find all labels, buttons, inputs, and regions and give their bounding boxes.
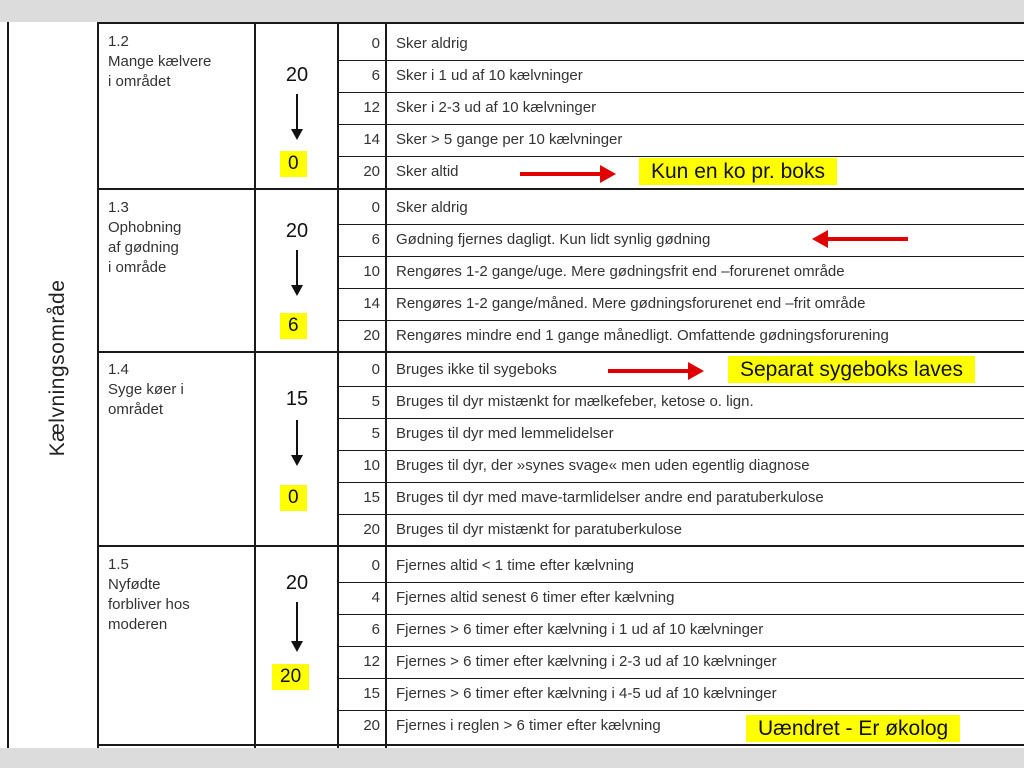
row-description: Gødning fjernes dagligt. Kun lidt synlig gødning [396, 231, 711, 248]
row-description: Sker aldrig [396, 199, 468, 216]
category-label [108, 32, 253, 92]
row-description: Sker i 2-3 ud af 10 kælvninger [396, 99, 597, 116]
row-description: Sker i 1 ud af 10 kælvninger [396, 67, 583, 84]
score-after: 20 [272, 664, 309, 690]
row-points: 15 [363, 685, 380, 702]
row-description: Rengøres mindre end 1 gange månedligt. Omfattende gødningsforurening [396, 327, 889, 344]
row-description: Bruges ikke til sygeboks [396, 361, 557, 378]
row-points: 10 [363, 457, 380, 474]
row-points: 20 [363, 717, 380, 734]
score-after: 6 [280, 313, 307, 339]
row-points: 0 [371, 557, 380, 574]
category-number: 1.3 [108, 199, 129, 216]
category-label-line: Ophobning [108, 219, 182, 236]
row-points: 14 [363, 295, 380, 312]
red-arrow-left-icon [826, 237, 908, 241]
score-after: 0 [280, 485, 307, 511]
block-divider [97, 188, 1024, 190]
row-description: Bruges til dyr med mave-tarmlidelser andre end paratuberkulose [396, 489, 824, 506]
score-before: 20 [285, 220, 309, 242]
table-top-border [97, 22, 1024, 24]
down-arrow-icon [296, 420, 298, 464]
row-description: Rengøres 1-2 gange/måned. Mere gødningsforurenet end –frit område [396, 295, 866, 312]
red-arrow-right-icon [520, 172, 602, 176]
column-divider [254, 22, 256, 748]
block-divider [97, 545, 1024, 547]
red-arrow-right-icon [608, 369, 690, 373]
row-description: Fjernes > 6 timer efter kælvning i 2-3 ud af 10 kælvninger [396, 653, 777, 670]
category-label-line: forbliver hos [108, 596, 190, 613]
row-points: 15 [363, 489, 380, 506]
row-points: 4 [371, 589, 380, 606]
row-description: Bruges til dyr med lemmelidelser [396, 425, 614, 442]
row-points: 6 [371, 67, 380, 84]
note-unchanged-organic: Uændret - Er økolog [746, 715, 960, 742]
row-points: 5 [371, 393, 380, 410]
down-arrow-icon [296, 602, 298, 650]
down-arrow-icon [296, 94, 298, 138]
row-points: 20 [363, 163, 380, 180]
row-description: Sker aldrig [396, 35, 468, 52]
score-after: 0 [280, 151, 307, 177]
row-points: 5 [371, 425, 380, 442]
category-label-line: Mange kælvere [108, 53, 212, 70]
row-description: Rengøres 1-2 gange/uge. Mere gødningsfrit end –forurenet område [396, 263, 845, 280]
note-one-cow-per-pen: Kun en ko pr. boks [639, 158, 837, 185]
row-points: 14 [363, 131, 380, 148]
category-label-line: området [108, 401, 164, 418]
category-label [108, 555, 253, 635]
row-points: 20 [363, 521, 380, 538]
row-points: 0 [371, 35, 380, 52]
row-description: Bruges til dyr mistænkt for mælkefeber, ketose o. lign. [396, 393, 754, 410]
score-before: 20 [285, 64, 309, 86]
category-label-line: i området [108, 73, 171, 90]
column-divider [97, 22, 99, 748]
row-points: 12 [363, 653, 380, 670]
row-description: Fjernes altid senest 6 timer efter kælvning [396, 589, 675, 606]
column-divider [337, 22, 339, 748]
category-label [108, 198, 253, 278]
row-points: 6 [371, 621, 380, 638]
category-label-line: moderen [108, 616, 168, 633]
category-label-line: i område [108, 259, 167, 276]
row-description: Fjernes > 6 timer efter kælvning i 4-5 ud af 10 kælvninger [396, 685, 777, 702]
score-before: 15 [285, 388, 309, 410]
column-divider [385, 22, 387, 748]
document-page [0, 22, 1024, 748]
category-number: 1.4 [108, 361, 129, 378]
section-title: Kælvningsområde [46, 279, 69, 457]
row-description: Sker altid [396, 163, 459, 180]
row-points: 10 [363, 263, 380, 280]
note-separate-sick-pen: Separat sygeboks laves [728, 356, 975, 383]
category-number: 1.5 [108, 556, 129, 573]
category-label-line: Nyfødte [108, 576, 161, 593]
row-points: 12 [363, 99, 380, 116]
down-arrow-icon [296, 250, 298, 294]
row-points: 20 [363, 327, 380, 344]
row-points: 0 [371, 199, 380, 216]
left-border [7, 22, 9, 748]
category-label-line: af gødning [108, 239, 179, 256]
row-description: Fjernes i reglen > 6 timer efter kælvning [396, 717, 661, 734]
category-label-line: Syge køer i [108, 381, 184, 398]
row-points: 0 [371, 361, 380, 378]
row-description: Sker > 5 gange per 10 kælvninger [396, 131, 623, 148]
row-description: Fjernes altid < 1 time efter kælvning [396, 557, 635, 574]
score-before: 20 [285, 572, 309, 594]
row-description: Bruges til dyr mistænkt for paratuberkulose [396, 521, 682, 538]
block-divider [97, 351, 1024, 353]
row-description: Fjernes > 6 timer efter kælvning i 1 ud af 10 kælvninger [396, 621, 764, 638]
category-number: 1.2 [108, 33, 129, 50]
table-bottom-border [97, 744, 1024, 746]
row-description: Bruges til dyr, der »synes svage« men uden egentlig diagnose [396, 457, 810, 474]
row-points: 6 [371, 231, 380, 248]
category-label [108, 360, 253, 420]
